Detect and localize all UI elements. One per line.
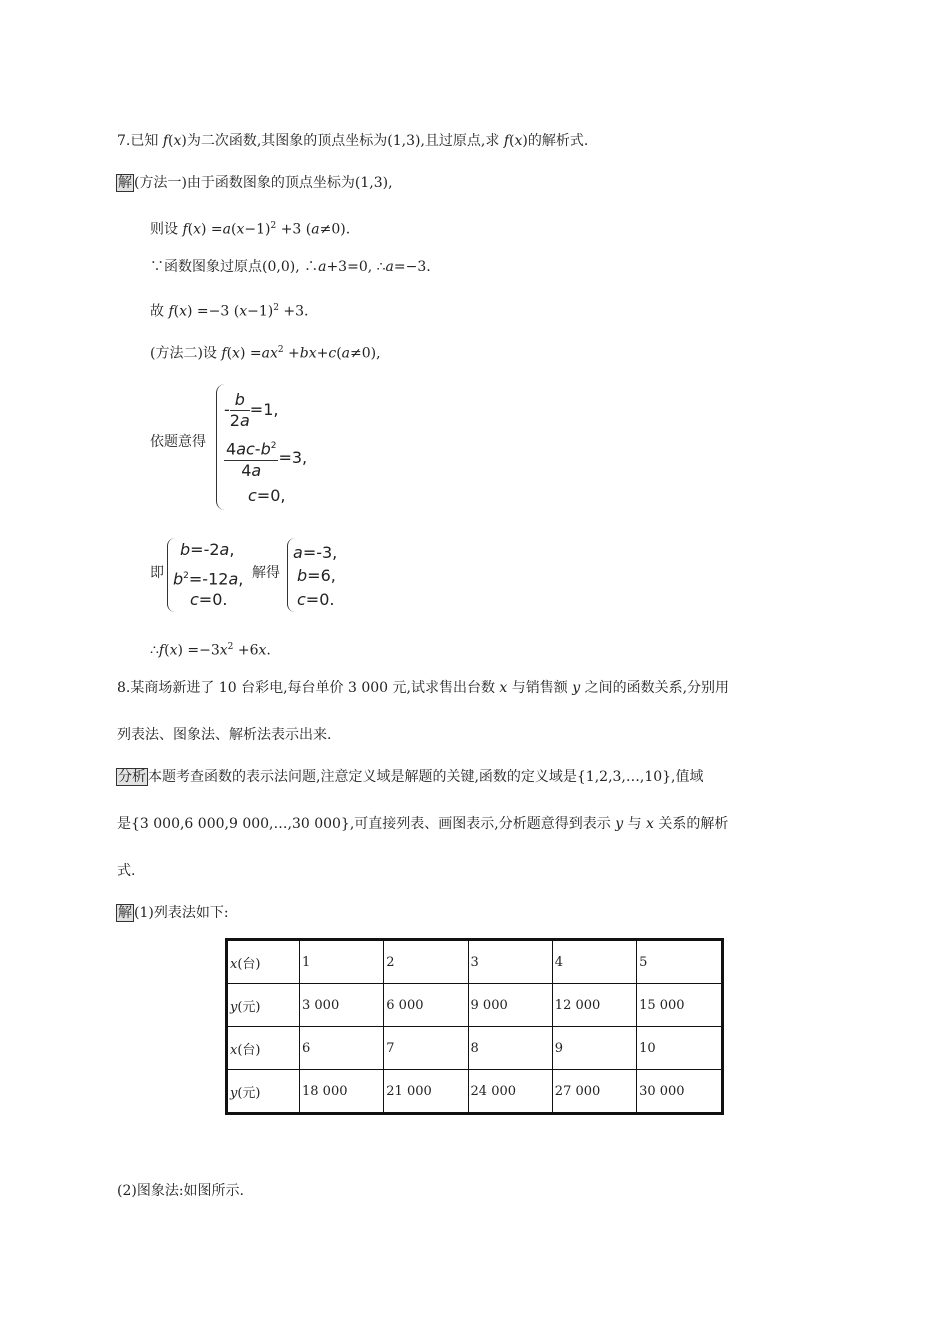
fraction-b-over-2a: $\frac{b}{2a}$ (229, 390, 250, 430)
value-table (225, 938, 724, 1115)
method-2-line: (方法二)设 $f(x) =ax^2 +bx+c(a\ne 0)$, (150, 345, 381, 362)
namely-label: 即 (150, 565, 164, 581)
problem-number: 8. (117, 680, 131, 696)
table-cell: 3 (468, 940, 552, 984)
table-cell: 4 (552, 940, 636, 984)
system-b-row-1: a=-3, (293, 543, 338, 562)
row-header: y(元) (227, 1070, 300, 1114)
solution-8-part-1: 解 (1)列表法如下: (118, 905, 229, 921)
solve-label: 解得 (252, 565, 280, 581)
table-cell: 2 (384, 940, 468, 984)
analysis-tag: 分析 (118, 769, 146, 785)
system-a-row-3: c=0. (190, 590, 228, 609)
table-row (227, 984, 723, 1027)
system-a-row-1: b=-2a, (180, 540, 235, 559)
table-cell: 7 (384, 1027, 468, 1070)
table-cell: 15 000 (637, 984, 723, 1027)
table-row (227, 940, 723, 984)
system-b-row-2: b=6, (297, 566, 336, 585)
table-row (227, 1070, 723, 1114)
fraction-discriminant: $\frac{4ac-b^2}{4a}$ (224, 436, 278, 480)
final-result-line: ∴f(x) $=-3x^2 +6x$. (150, 642, 271, 659)
table-cell: 21 000 (384, 1070, 468, 1114)
solution-tag: 解 (118, 175, 132, 191)
result-1-line: 故 f(x) =−3 $(x-1)^2 +3$. (150, 303, 309, 320)
problem-7-statement: 7.已知 f(x)为二次函数,其图象的顶点坐标为(1,3),且过原点,求 f(x)的解析式. (117, 133, 589, 149)
table-cell: 8 (468, 1027, 552, 1070)
problem-8-statement-line-2: 列表法、图象法、解析法表示出来. (117, 727, 332, 743)
table-cell: 3 000 (300, 984, 384, 1027)
origin-line: ∵函数图象过原点(0,0), ∴a+3=0, ∴a=−3. (150, 259, 431, 275)
solution-tag: 解 (118, 905, 132, 921)
system-a-row-2: $b^2=-12a$, (173, 569, 244, 589)
row-header: y(元) (227, 984, 300, 1027)
equation-3: c=0, (248, 486, 286, 505)
equation-1: - $\frac{b}{2a}$ =1, (224, 390, 279, 430)
table-cell: 5 (637, 940, 723, 984)
solution-7-method-1-intro: 解 (方法一)由于函数图象的顶点坐标为(1,3), (118, 175, 393, 191)
table-cell: 6 000 (384, 984, 468, 1027)
table-cell: 12 000 (552, 984, 636, 1027)
table-cell: 27 000 (552, 1070, 636, 1114)
analysis-line-2: 是{3 000,6 000,9 000,…,30 000},可直接列表、画图表示,分析题意得到表示 y 与 x 关系的解析 (117, 816, 729, 832)
row-header: x(台) (227, 1027, 300, 1070)
table-cell: 18 000 (300, 1070, 384, 1114)
table-cell: 9 000 (468, 984, 552, 1027)
equation-2: $\frac{4ac-b^2}{4a}$ =3, (224, 436, 307, 481)
table-cell: 1 (300, 940, 384, 984)
problem-8-statement-line-1: 8.某商场新进了 10 台彩电,每台单价 3 000 元,试求售出台数 x 与销售额 y 之间的函数关系,分别用 (117, 680, 730, 696)
table-cell: 6 (300, 1027, 384, 1070)
assume-line: 则设 $f(x) =a(x-1)^2 +3$ (a≠0). (150, 221, 351, 238)
table-cell: 24 000 (468, 1070, 552, 1114)
analysis-line-1: 分析 本题考查函数的表示法问题,注意定义域是解题的关键,函数的定义域是{1,2,3,…,10},值域 (118, 769, 704, 785)
analysis-line-3: 式. (117, 863, 136, 879)
solution-8-part-2: (2)图象法:如图所示. (117, 1183, 244, 1199)
problem-number: 7. (117, 133, 131, 149)
by-conditions-label: 依题意得 (150, 434, 206, 450)
system-b-row-3: c=0. (297, 590, 335, 609)
table-cell: 9 (552, 1027, 636, 1070)
table-cell: 30 000 (637, 1070, 723, 1114)
table-cell: 10 (637, 1027, 723, 1070)
row-header: x(台) (227, 940, 300, 984)
table-row (227, 1027, 723, 1070)
